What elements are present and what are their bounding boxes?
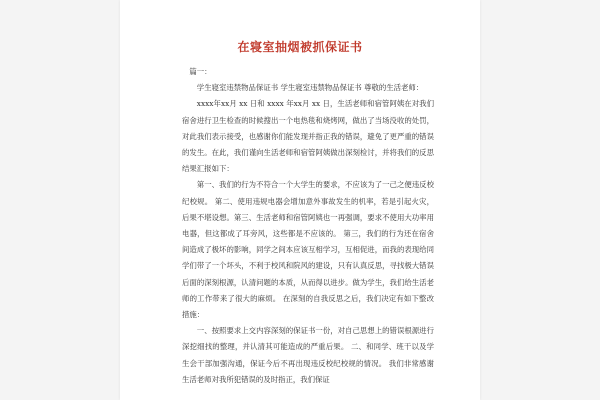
- paragraph-reflection: 第一、我们的行为不符合一个大学生的要求，不应该为了一己之便违反校纪校规。 第二、使用违规电器会增加意外事故发生的机率，若是引起火灾，后果不堪设想。第三、生活老师和宿管阿姨也一再强调，要求不使用大功率用电器，但这都成了耳旁风，这些都是不应该的。 第三，我们的行为还在宿舍间造成了极坏的影响，同学之间本应该互相学习，互相促进，而我的表现给同学们带了一个坏头，不利于校风和院风的建设，只有认真反思，寻找极大错误后面的深刻根源，认清问题的本质，从而得以进步。做为学生，我们给生活老师的工作带来了很大的麻烦。 在深刻的自我反思之后，我们决定有如下整改措施：: [182, 180, 434, 320]
- document-body: [182, 64, 434, 388]
- paragraph-incident: xxxx年xx月 xx 日和 xxxx 年xx月 xx 日，生活老师和宿管阿姨在对我们宿舍进行卫生检查的时候搜出一个电热毯和烧烤网，做出了当场没收的处罚，对此我们表示接受，也感谢你们能发现并指正我的错误，避免了更严重的错误的发生。在此，我们谨向生活老师和宿管阿姨做出深刻检讨，并将我们的反思结果汇报如下：: [182, 99, 434, 174]
- document-title: 在寝室抽烟被抓保证书: [237, 40, 363, 54]
- section-label: 篇一：: [189, 67, 212, 76]
- paragraph-salutation: 学生寝室违禁物品保证书 学生寝室违禁物品保证书 尊敬的生活老师：: [196, 83, 424, 93]
- document-page: [120, 0, 480, 400]
- paragraph-measures: 一、按照要求上交内容深刻的保证书一份，对自己思想上的错误根源进行深挖细找的整理，并认清其可能造成的严重后果。 二、和同学、班干以及学生会干部加强沟通，保证今后不再出现违反校纪校规的情况。 我们非常感谢生活老师对我所犯错误的及时指正，我们保证: [182, 326, 434, 384]
